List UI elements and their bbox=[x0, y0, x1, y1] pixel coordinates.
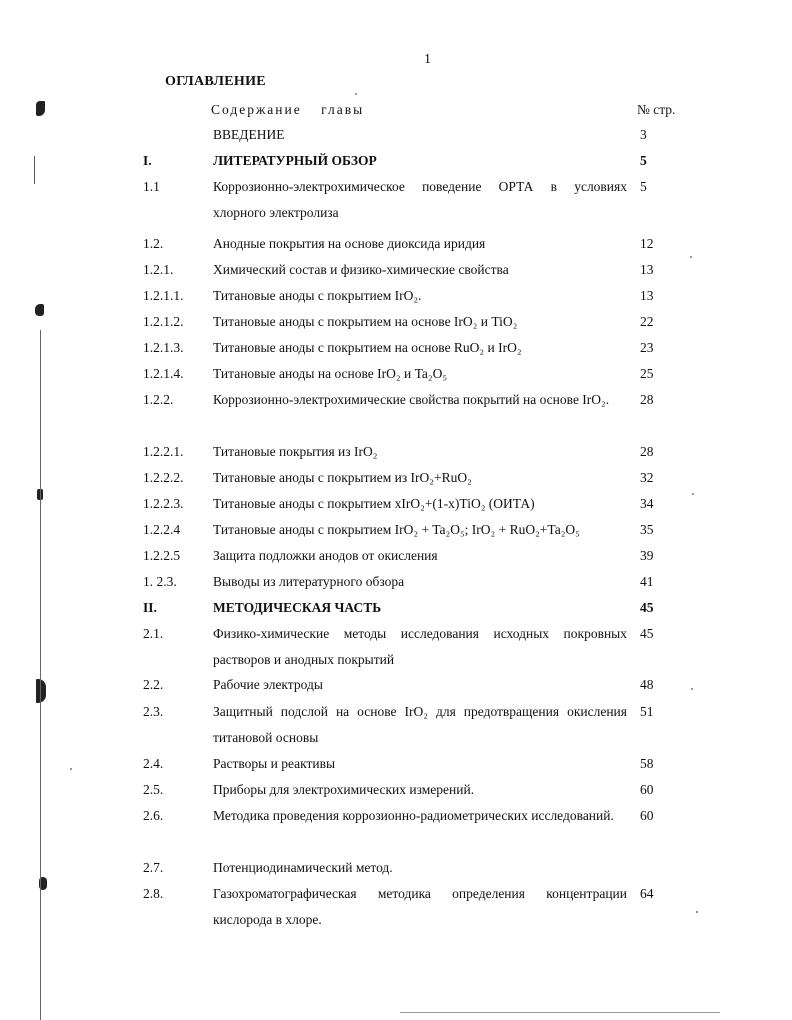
binder-mark bbox=[35, 304, 44, 316]
toc-entry-page: 48 bbox=[640, 677, 654, 692]
binder-mark bbox=[36, 101, 45, 116]
toc-entry-text: Газохроматографическая методика определения концентрации кислорода в хлоре. bbox=[213, 886, 627, 927]
toc-entry-page: 13 bbox=[640, 262, 654, 277]
toc-entry-text: Титановые аноды на основе IrO₂ и Ta₂O₅ bbox=[213, 366, 448, 381]
toc-entry-number: 1.2.1.1. bbox=[143, 288, 184, 303]
toc-entry-page: 58 bbox=[640, 756, 654, 771]
toc-entry-page: 45 bbox=[640, 600, 654, 615]
scan-speck bbox=[692, 493, 694, 495]
toc-entry-text: ВВЕДЕНИЕ bbox=[213, 127, 285, 142]
toc-entry-text: Защита подложки анодов от окисления bbox=[213, 548, 438, 563]
scan-speck bbox=[690, 256, 692, 258]
toc-entry-text: Коррозионно-электрохимические свойства покрытий на основе IrO₂. bbox=[213, 392, 610, 407]
scan-speck bbox=[691, 688, 693, 690]
toc-entry-number: 2.5. bbox=[143, 782, 164, 797]
toc-title: ОГЛАВЛЕНИЕ bbox=[165, 74, 266, 89]
toc-entry-number: 1.2.2. bbox=[143, 392, 174, 407]
toc-entry-text: Титановые аноды с покрытием из IrO₂+RuO₂ bbox=[213, 470, 472, 485]
toc-entry-text: Выводы из литературного обзора bbox=[213, 574, 405, 589]
toc-entry-text: Титановые аноды с покрытием на основе IrO₂ и TiO₂ bbox=[213, 314, 518, 329]
toc-entry-number: 2.6. bbox=[143, 808, 164, 823]
toc-entry-text: ЛИТЕРАТУРНЫЙ ОБЗОР bbox=[213, 153, 377, 168]
toc-entry-page: 12 bbox=[640, 236, 654, 251]
toc-entry-number: 1.2. bbox=[143, 236, 164, 251]
column-header-pages: № стр. bbox=[637, 102, 676, 117]
toc-entry-text: Физико-химические методы исследования исходных покровных растворов и анодных покрытий bbox=[213, 626, 627, 667]
toc-entry-text: Коррозионно-электрохимическое поведение ОРТА в условиях хлорного электролиза bbox=[213, 179, 627, 220]
toc-entry-number: 1.2.2.1. bbox=[143, 444, 184, 459]
toc-entry-page: 39 bbox=[640, 548, 654, 563]
toc-entry-page: 60 bbox=[640, 782, 654, 797]
toc-entry-page: 25 bbox=[640, 366, 654, 381]
toc-entry-number: 1.2.1.4. bbox=[143, 366, 184, 381]
scan-speck bbox=[70, 768, 72, 770]
toc-entry-page: 13 bbox=[640, 288, 654, 303]
toc-entry-text: Титановые покрытия из IrO₂ bbox=[213, 444, 378, 459]
toc-entry-text: Защитный подслой на основе IrO₂ для предотвращения окисления титановой основы bbox=[213, 704, 627, 745]
toc-entry-number: II. bbox=[143, 600, 157, 615]
toc-entry-page: 41 bbox=[640, 574, 654, 589]
toc-entry-number: I. bbox=[143, 153, 152, 168]
scan-edge-line bbox=[40, 330, 41, 1020]
toc-entry-page: 60 bbox=[640, 808, 654, 823]
toc-entry-number: 2.1. bbox=[143, 626, 164, 641]
toc-entry-number: 2.8. bbox=[143, 886, 164, 901]
toc-entry-text: МЕТОДИЧЕСКАЯ ЧАСТЬ bbox=[213, 600, 382, 615]
toc-entry-page: 32 bbox=[640, 470, 654, 485]
toc-entry-number: 1.1 bbox=[143, 179, 160, 194]
toc-entry-number: 1.2.1. bbox=[143, 262, 174, 277]
toc-entry-number: 1.2.2.2. bbox=[143, 470, 184, 485]
toc-entry-page: 23 bbox=[640, 340, 654, 355]
toc-entry-text: Рабочие электроды bbox=[213, 677, 323, 692]
toc-entry-page: 34 bbox=[640, 496, 654, 511]
toc-entry-page: 22 bbox=[640, 314, 654, 329]
page-number: 1 bbox=[424, 52, 431, 67]
toc-entry-page: 5 bbox=[640, 179, 647, 194]
toc-entry-page: 45 bbox=[640, 626, 654, 641]
toc-entry-text: Анодные покрытия на основе диоксида иридия bbox=[213, 236, 486, 251]
binder-mark bbox=[36, 679, 46, 703]
toc-entry-page: 35 bbox=[640, 522, 654, 537]
toc-entry-text: Методика проведения коррозионно-радиометрических исследований. bbox=[213, 808, 614, 823]
toc-entry-page: 3 bbox=[640, 127, 647, 142]
toc-entry-number: 1.2.1.3. bbox=[143, 340, 184, 355]
toc-entry-number: 1.2.2.3. bbox=[143, 496, 184, 511]
toc-entry-text: Титановые аноды с покрытием xIrO₂+(1-x)TiO₂ (ОИТА) bbox=[213, 496, 535, 511]
toc-entry-text: Химический состав и физико-химические свойства bbox=[213, 262, 509, 277]
toc-entry-number: 2.7. bbox=[143, 860, 164, 875]
toc-entry-page: 28 bbox=[640, 392, 654, 407]
toc-entry-text: Титановые аноды с покрытием IrO₂ + Ta₂O₅; IrO₂ + RuO₂+Ta₂O₅ bbox=[213, 522, 580, 537]
toc-entry-number: 1. 2.3. bbox=[143, 574, 177, 589]
toc-entry-text: Потенциодинамический метод. bbox=[213, 860, 393, 875]
toc-entry-text: Титановые аноды с покрытием на основе RuO₂ и IrO₂ bbox=[213, 340, 522, 355]
column-header-content: Содержание главы bbox=[211, 102, 365, 117]
toc-entry-number: 1.2.2.5 bbox=[143, 548, 181, 563]
scan-edge-line bbox=[34, 156, 35, 184]
scan-edge-line bbox=[400, 1012, 720, 1013]
toc-entry-page: 28 bbox=[640, 444, 654, 459]
toc-entry-text: Растворы и реактивы bbox=[213, 756, 336, 771]
toc-entry-text: Титановые аноды с покрытием IrO₂. bbox=[213, 288, 422, 303]
toc-entry-page: 64 bbox=[640, 886, 654, 901]
scan-speck bbox=[696, 911, 698, 913]
toc-entry-number: 1.2.1.2. bbox=[143, 314, 184, 329]
toc-entry-number: 2.2. bbox=[143, 677, 164, 692]
scan-speck bbox=[355, 93, 357, 95]
toc-entry-number: 1.2.2.4 bbox=[143, 522, 181, 537]
toc-entry-number: 2.4. bbox=[143, 756, 164, 771]
toc-entry-text: Приборы для электрохимических измерений. bbox=[213, 782, 475, 797]
toc-entry-number: 2.3. bbox=[143, 704, 164, 719]
toc-entry-page: 5 bbox=[640, 153, 647, 168]
toc-entry-page: 51 bbox=[640, 704, 654, 719]
